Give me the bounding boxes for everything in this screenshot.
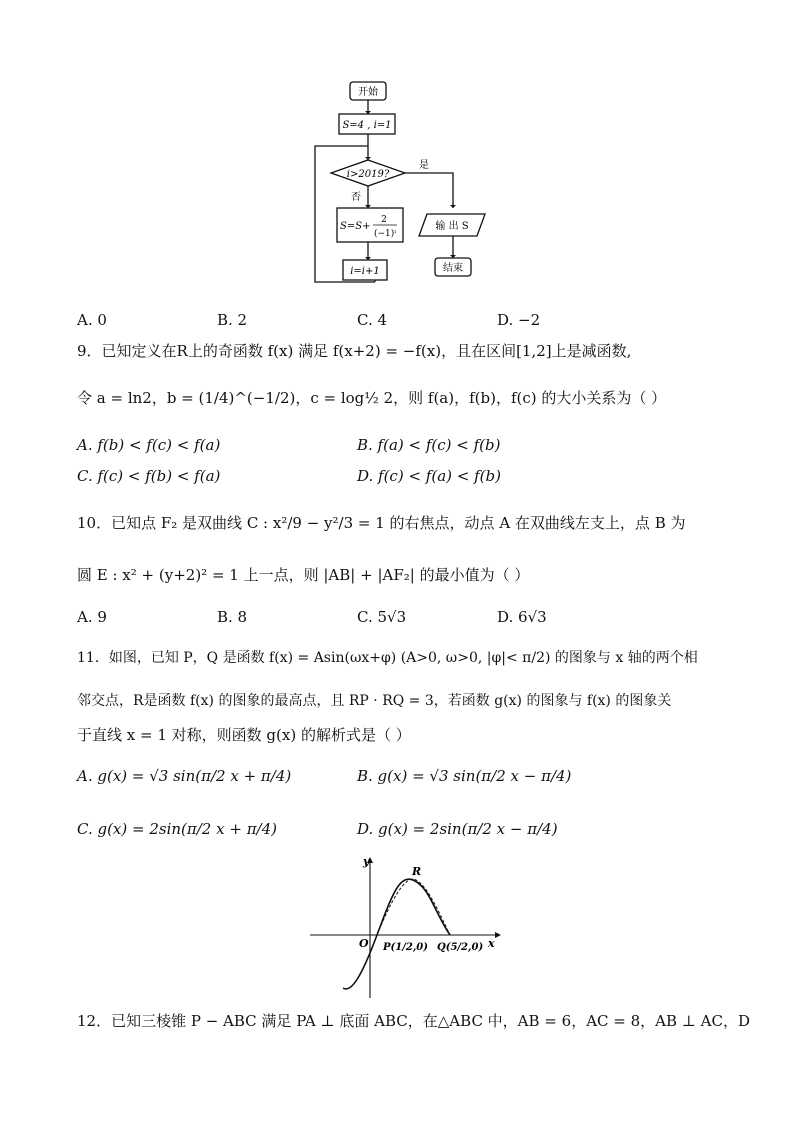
graph-q-label: Q(5/2,0)	[437, 942, 484, 953]
flow-end: 结束	[443, 263, 463, 274]
flow-start: 开始	[358, 87, 378, 98]
q11-option-c: C. g(x) = 2sin(π/2 x + π/4)	[77, 820, 277, 838]
q10-line2: 圆 E : x² + (y+2)² = 1 上一点，则 |AB| + |AF₂| 的最小值为（ ）	[77, 566, 530, 584]
flow-output: 输 出 S	[435, 221, 469, 232]
q10-option-d: D. 6√3	[497, 608, 547, 626]
q8-option-c: C. 4	[357, 311, 388, 329]
q11-line2: 邻交点，R是函数 f(x) 的图象的最高点，且 RP · RQ = 3，若函数 g(x) 的图象与 f(x) 的图象关	[77, 693, 672, 709]
flow-update-num: 2	[381, 215, 387, 225]
q9-option-c: C. f(c) < f(b) < f(a)	[77, 467, 221, 485]
flow-yes: 是	[419, 160, 429, 171]
graph-r-label: R	[412, 865, 422, 878]
graph-y-label: y	[363, 855, 370, 868]
q8-option-a: A. 0	[77, 311, 107, 329]
q11-line1: 11．如图，已知 P，Q 是函数 f(x) = Asin(ωx+φ) (A>0, ω>0, |φ|< π/2) 的图象与 x 轴的两个相	[77, 650, 698, 666]
flow-update-s: S=S+	[340, 221, 371, 232]
flowchart	[305, 78, 495, 300]
q10-line1: 10．已知点 F₂ 是双曲线 C : x²/9 − y²/3 = 1 的右焦点，动点 A 在双曲线左支上，点 B 为	[77, 514, 686, 532]
q10-option-a: A. 9	[77, 608, 107, 626]
flow-update-den: (−1)ⁱ	[373, 229, 397, 239]
q9-line2: 令 a = ln2，b = (1/4)^(−1/2)，c = log½ 2，则 f(a)，f(b)，f(c) 的大小关系为（ ）	[77, 389, 667, 407]
q10-option-c: C. 5√3	[357, 608, 407, 626]
q9-line1: 9．已知定义在R上的奇函数 f(x) 满足 f(x+2) = −f(x)，且在区间[1,2]上是减函数,	[77, 342, 632, 360]
q9-option-a: A. f(b) < f(c) < f(a)	[77, 436, 221, 454]
flow-no: 否	[351, 192, 361, 203]
q9-option-d: D. f(c) < f(a) < f(b)	[357, 467, 501, 485]
q11-line3: 于直线 x = 1 对称，则函数 g(x) 的解析式是（ ）	[77, 726, 411, 744]
q11-option-a: A. g(x) = √3 sin(π/2 x + π/4)	[77, 767, 292, 785]
q8-option-b: B. 2	[217, 311, 248, 329]
q11-option-d: D. g(x) = 2sin(π/2 x − π/4)	[357, 820, 558, 838]
q10-option-b: B. 8	[217, 608, 248, 626]
q12-line1: 12．已知三棱锥 P − ABC 满足 PA ⊥ 底面 ABC，在△ABC 中，AB = 6，AC = 8，AB ⊥ AC，D	[77, 1012, 750, 1030]
q8-option-d: D. −2	[497, 311, 541, 329]
graph-p-label: P(1/2,0)	[383, 942, 428, 953]
q11-option-b: B. g(x) = √3 sin(π/2 x − π/4)	[357, 767, 572, 785]
flow-condition: i>2019?	[346, 169, 390, 180]
q9-option-b: B. f(a) < f(c) < f(b)	[357, 436, 501, 454]
sine-graph	[305, 853, 505, 1003]
graph-origin: O	[359, 937, 369, 950]
flow-increment: i=i+1	[350, 266, 380, 277]
graph-x-label: x	[488, 937, 495, 950]
flow-init: S=4 , i=1	[342, 120, 392, 131]
